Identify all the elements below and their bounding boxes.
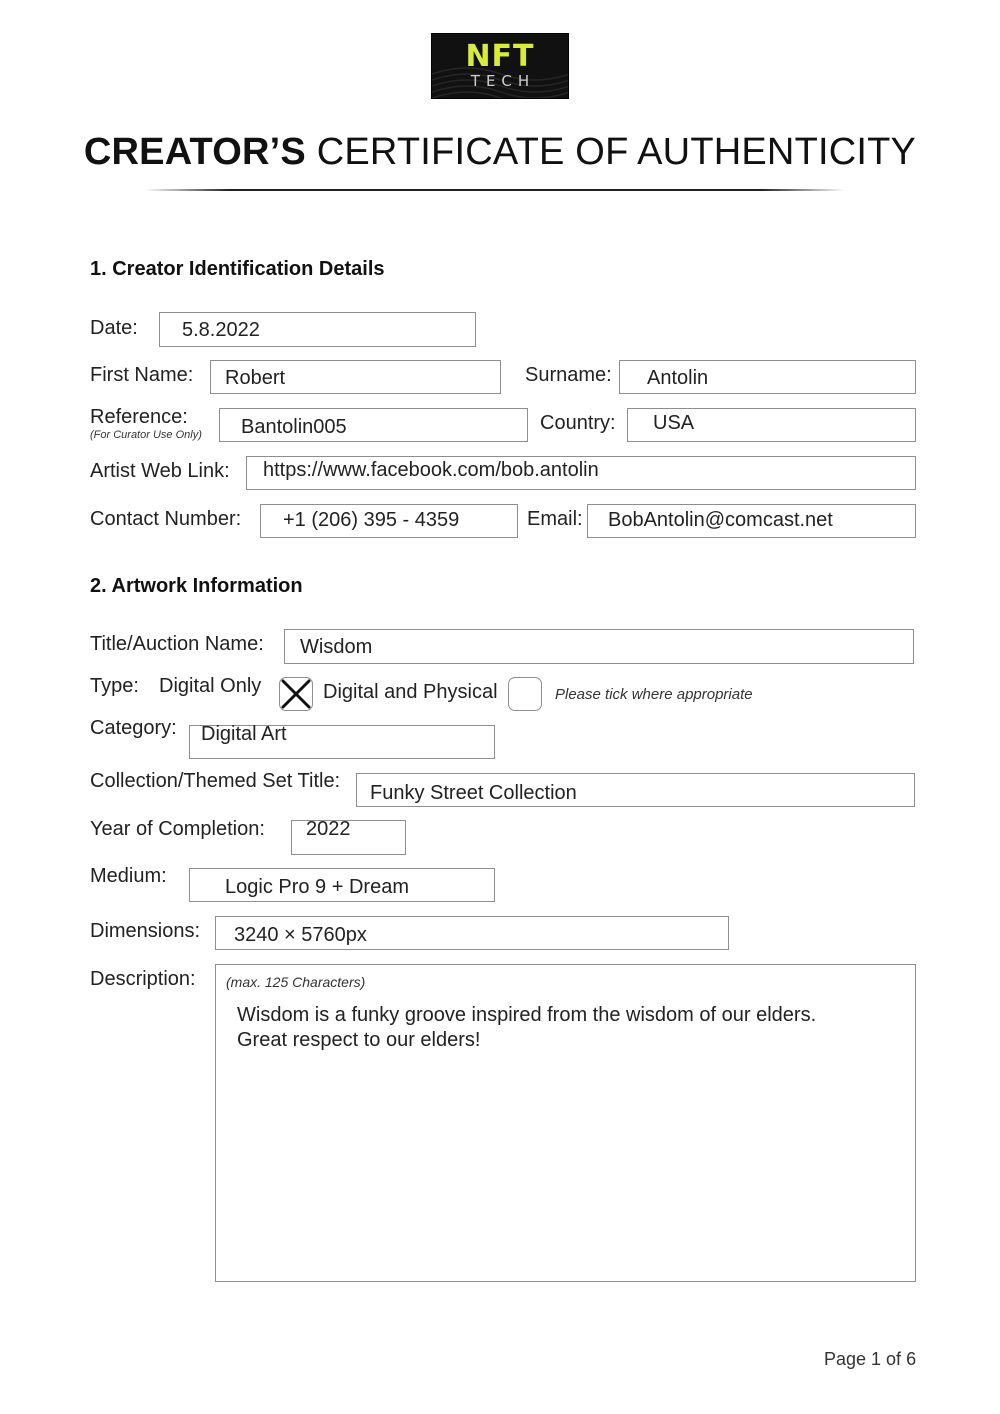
logo-nft-text: NFT [465,39,535,74]
collection-value: Funky Street Collection [370,782,577,804]
reference-label: Reference: [90,406,188,428]
medium-value: Logic Pro 9 + Dream [225,876,409,898]
page-title [0,128,1000,176]
description-line: Wisdom is a funky groove inspired from the wisdom of our elders. [237,1004,817,1026]
page-title-bold: CREATOR’S [83,131,306,173]
type-label: Type: [90,675,139,697]
country-value: USA [653,412,695,434]
date-value: 5.8.2022 [182,319,260,341]
first-name-value: Robert [225,367,286,389]
email-label: Email: [527,508,583,530]
year-value: 2022 [306,818,351,840]
title-label: Title/Auction Name: [90,633,264,655]
country-label: Country: [540,412,616,434]
nft-tech-logo [431,33,569,99]
email-value: BobAntolin@comcast.net [608,509,833,531]
dimensions-value: 3240 × 5760px [234,924,367,946]
section-heading-creator: 1. Creator Identification Details [90,258,385,280]
dimensions-label: Dimensions: [90,920,201,942]
title-divider [145,189,845,191]
date-label: Date: [90,317,138,339]
surname-value: Antolin [647,367,709,389]
reference-note: (For Curator Use Only) [90,429,202,441]
contact-label: Contact Number: [90,508,242,530]
medium-label: Medium: [90,865,167,887]
logo-tech-text: TECH [470,72,536,90]
description-label: Description: [90,968,196,990]
page-number: Page 1 of 6 [824,1349,917,1369]
type-digital-only-label: Digital Only [159,675,262,697]
type-digital-physical-label: Digital and Physical [323,681,498,703]
category-value: Digital Art [201,723,287,745]
web-link-value: https://www.facebook.com/bob.antolin [263,459,599,481]
type-hint: Please tick where appropriate [555,686,753,703]
digital-only-checkbox[interactable] [279,677,313,711]
digital-physical-checkbox[interactable] [508,677,542,711]
first-name-label: First Name: [90,364,194,386]
title-value: Wisdom [300,636,373,658]
web-link-label: Artist Web Link: [90,460,230,482]
surname-label: Surname: [525,364,612,386]
description-hint: (max. 125 Characters) [226,974,366,990]
x-mark-icon [280,678,312,710]
category-label: Category: [90,717,177,739]
description-line: Great respect to our elders! [237,1029,481,1051]
collection-label: Collection/Themed Set Title: [90,770,341,792]
page-title-rest: CERTIFICATE OF AUTHENTICITY [305,131,917,173]
reference-value: Bantolin005 [241,416,347,438]
section-heading-artwork: 2. Artwork Information [90,575,303,597]
contact-value: +1 (206) 395 - 4359 [283,509,460,531]
title-field[interactable] [284,629,914,664]
year-label: Year of Completion: [90,818,265,840]
